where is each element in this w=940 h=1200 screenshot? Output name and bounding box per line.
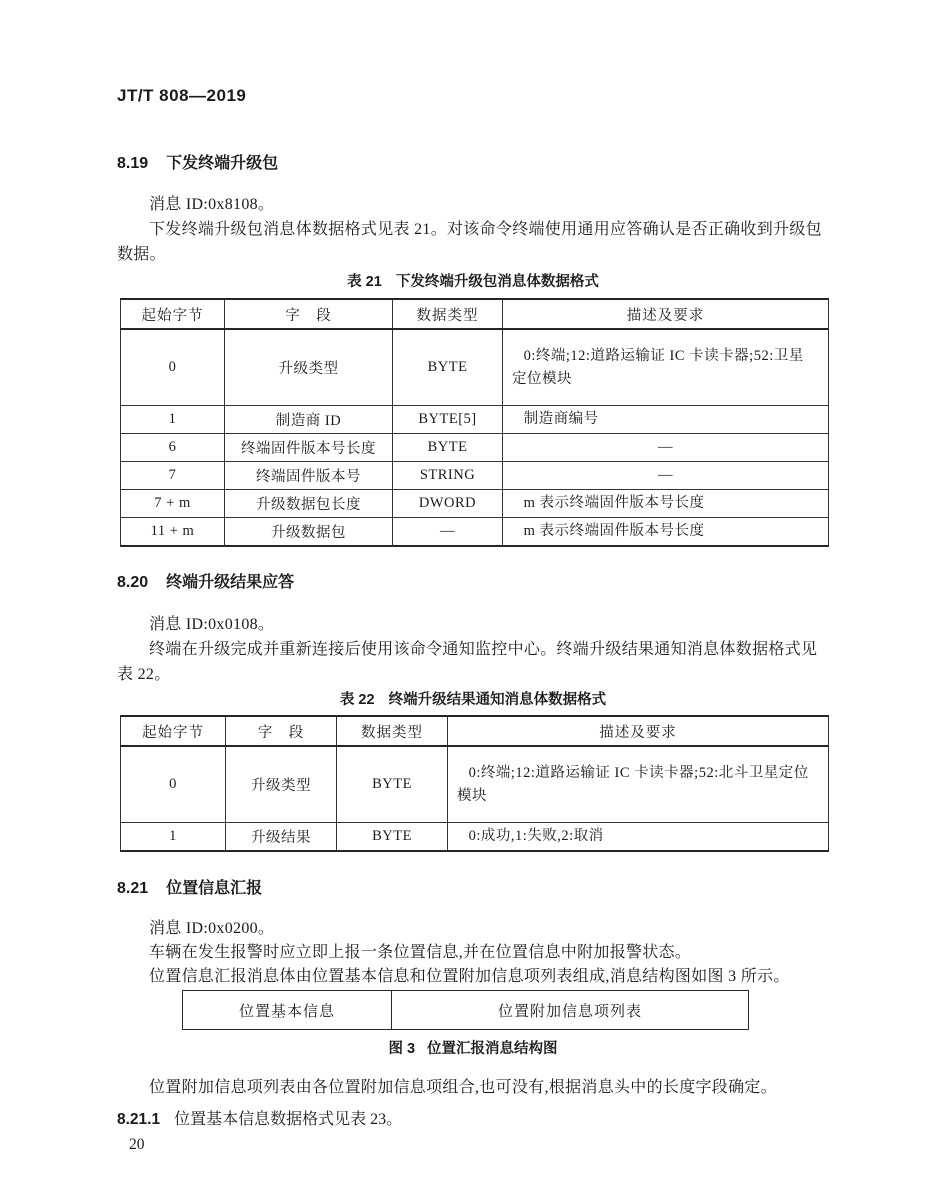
cell-start-byte: 6 (121, 434, 225, 462)
col-header-description: 描述及要求 (448, 716, 829, 746)
cell-field: 升级数据包 (225, 518, 393, 547)
cell-data-type: STRING (393, 462, 503, 490)
figure-cell-basic-info: 位置基本信息 (183, 991, 392, 1029)
cell-data-type: BYTE (337, 823, 448, 852)
cell-description: — (503, 462, 829, 490)
table-22-header-row (121, 716, 829, 746)
table-21 (120, 298, 829, 547)
cell-start-byte: 7 + m (121, 490, 225, 518)
cell-start-byte: 11 + m (121, 518, 225, 547)
cell-description: 0:终端;12:道路运输证 IC 卡读卡器;52:北斗卫星定位模块 (448, 746, 829, 823)
table-22 (120, 715, 829, 852)
table-row (121, 406, 829, 434)
section-title: 下发终端升级包 (166, 155, 279, 172)
doc-code-header: JT/T 808—2019 (117, 86, 247, 105)
col-header-data-type: 数据类型 (337, 716, 448, 746)
col-header-field: 字 段 (226, 716, 337, 746)
section-title: 终端升级结果应答 (166, 574, 295, 591)
section-heading-8-21 (117, 879, 829, 899)
cell-start-byte: 1 (121, 406, 225, 434)
paragraph-message-id-0200: 消息 ID:0x0200。 (149, 920, 275, 937)
cell-data-type: BYTE (337, 746, 448, 823)
figure-3-structure-box (182, 990, 749, 1030)
table-21-caption-text: 下发终端升级包消息体数据格式 (395, 274, 599, 290)
col-header-start-byte: 起始字节 (121, 716, 226, 746)
cell-description: 0:成功,1:失败,2:取消 (448, 823, 829, 852)
table-row (121, 518, 829, 547)
figure-3-caption (117, 1039, 829, 1059)
paragraph-8-20-body: 终端在升级完成并重新连接后使用该命令通知监控中心。终端升级结果通知消息体数据格式见表 22。 (117, 641, 818, 683)
cell-description: 制造商编号 (503, 406, 829, 434)
col-header-data-type: 数据类型 (393, 299, 503, 329)
page-content (117, 0, 829, 1156)
table-row (121, 434, 829, 462)
cell-data-type: BYTE (393, 434, 503, 462)
col-header-field: 字 段 (225, 299, 393, 329)
section-heading-8-19 (117, 154, 829, 174)
cell-field: 制造商 ID (225, 406, 393, 434)
cell-start-byte: 1 (121, 823, 226, 852)
cell-field: 升级类型 (226, 746, 337, 823)
section-number: 8.21 (117, 880, 149, 897)
cell-field: 终端固件版本号 (225, 462, 393, 490)
cell-field: 终端固件版本号长度 (225, 434, 393, 462)
section-number: 8.19 (117, 155, 149, 172)
cell-start-byte: 7 (121, 462, 225, 490)
paragraph-8-21-structure: 位置信息汇报消息体由位置基本信息和位置附加信息项列表组成,消息结构图如图 3 所示。 (149, 968, 790, 985)
page-number: 20 (129, 1136, 145, 1153)
table-22-caption (117, 690, 829, 710)
table-22-caption-label: 表 22 (339, 692, 375, 708)
figure-cell-additional-info-list: 位置附加信息项列表 (497, 1003, 642, 1020)
col-header-start-byte: 起始字节 (121, 299, 225, 329)
cell-description: m 表示终端固件版本号长度 (503, 518, 829, 547)
section-heading-8-21-1 (117, 1107, 829, 1132)
cell-data-type: BYTE (393, 329, 503, 406)
cell-description: 0:终端;12:道路运输证 IC 卡读卡器;52:卫星定位模块 (503, 329, 829, 406)
table-row (121, 462, 829, 490)
table-row (121, 746, 829, 823)
section-number: 8.21.1 (117, 1111, 161, 1128)
cell-data-type: — (393, 518, 503, 547)
cell-start-byte: 0 (121, 746, 226, 823)
table-row (121, 329, 829, 406)
section-title: 位置信息汇报 (166, 880, 263, 897)
section-number: 8.20 (117, 574, 149, 591)
table-22-caption-text: 终端升级结果通知消息体数据格式 (388, 692, 607, 708)
paragraph-8-21-alarm: 车辆在发生报警时应立即上报一条位置信息,并在位置信息中附加报警状态。 (149, 944, 692, 961)
table-21-header-row (121, 299, 829, 329)
section-heading-8-20 (117, 573, 829, 593)
figure-3-caption-text: 位置汇报消息结构图 (427, 1041, 558, 1057)
table-21-caption-label: 表 21 (347, 274, 382, 290)
cell-start-byte: 0 (121, 329, 225, 406)
section-text: 位置基本信息数据格式见表 23。 (174, 1111, 403, 1128)
table-21-caption (117, 272, 829, 292)
cell-data-type: DWORD (393, 490, 503, 518)
cell-data-type: BYTE[5] (393, 406, 503, 434)
cell-description: — (503, 434, 829, 462)
paragraph-message-id-8108: 消息 ID:0x8108。 (149, 196, 275, 213)
col-header-description: 描述及要求 (503, 299, 829, 329)
paragraph-additional-info-list: 位置附加信息项列表由各位置附加信息项组合,也可没有,根据消息头中的长度字段确定。 (149, 1079, 778, 1096)
paragraph-message-id-0108: 消息 ID:0x0108。 (149, 616, 275, 633)
cell-field: 升级结果 (226, 823, 337, 852)
cell-field: 升级类型 (225, 329, 393, 406)
table-row (121, 490, 829, 518)
paragraph-8-19-body: 下发终端升级包消息体数据格式见表 21。对该命令终端使用通用应答确认是否正确收到升级包数据。 (117, 221, 822, 263)
figure-3-caption-label: 图 3 (388, 1041, 416, 1057)
cell-field: 升级数据包长度 (225, 490, 393, 518)
table-row (121, 823, 829, 852)
cell-description: m 表示终端固件版本号长度 (503, 490, 829, 518)
